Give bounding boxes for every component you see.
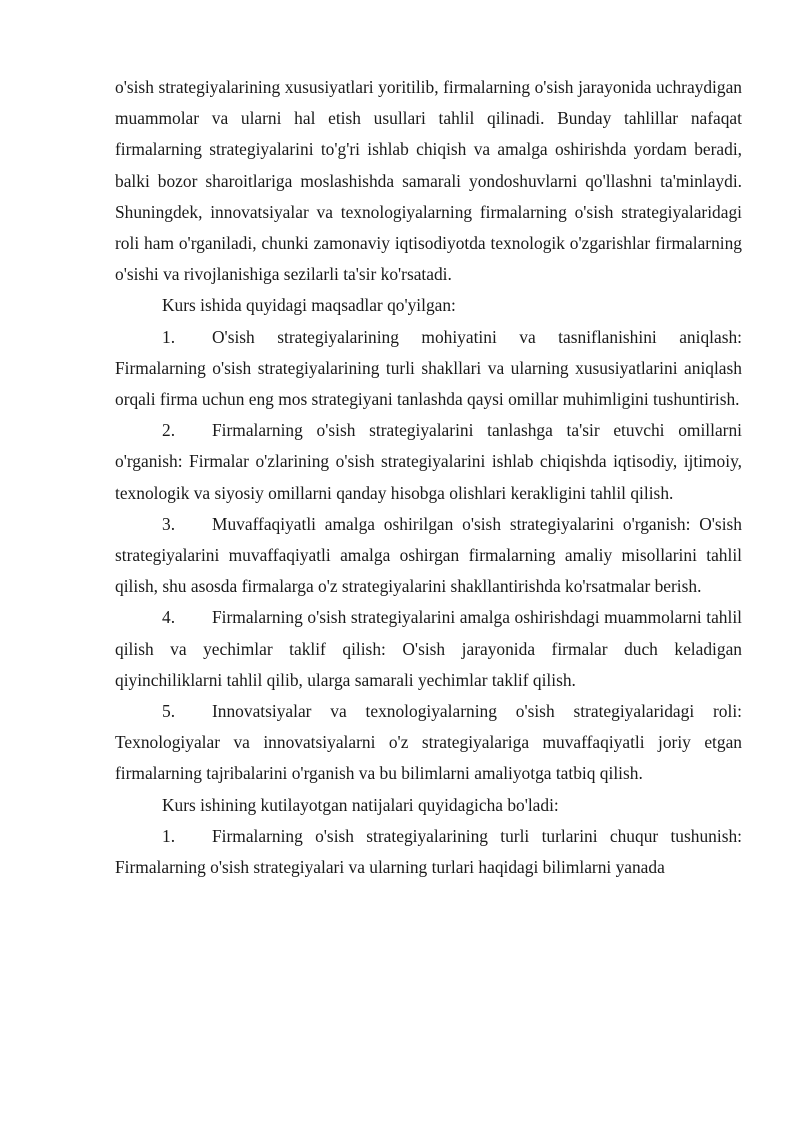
goal-item-1 [115,322,742,416]
result-text: Firmalarning o'sish strategiyalarining turli turlarini chuqur tushunish: Firmalarning o'sish strategiyalari va ularning turlari haqidagi bilimlarni yanada [115,825,742,878]
goals-list [115,322,742,790]
goal-text: Firmalarning o'sish strategiyalarini tanlashga ta'sir etuvchi omillarni o'rganish: Firmalar o'zlarining o'sish strategiyalarini ishlab chiqishda iqtisodiy, ijtimoiy, texnologik va siyosiy omillarni qanday hisobga olishlari kerakligini tahlil qilish. [115,420,742,503]
goals-heading: Kurs ishida quyidagi maqsadlar qo'yilgan: [162,295,456,316]
intro-paragraph: o'sish strategiyalarining xususiyatlari yoritilib, firmalarning o'sish jarayonida uchraydigan muammolar va ularni hal etish usullari tahlil qilinadi. Bunday tahlillar nafaqat firmalarning strategiyalarini to'g'ri ishlab chiqish va amalga oshirishda yordam beradi, balki bozor sharoitlariga moslashishda samarali yondoshuvlarni qo'llashni ta'minlaydi. Shuningdek, innovatsiyalar va texnologiyalarning firmalarning o'sish strategiyalaridagi roli ham o'rganiladi, chunki zamonaviy iqtisodiyotda texnologik o'zgarishlar firmalarning o'sishi va rivojlanishiga sezilarli ta'sir ko'rsatadi. [115,77,742,285]
goal-item-4 [115,602,742,696]
goal-item-3 [115,509,742,603]
goal-number: 5. [162,701,176,722]
goal-number: 4. [162,607,176,628]
result-item-1 [115,821,742,883]
results-list [115,821,742,883]
goal-text: Muvaffaqiyatli amalga oshirilgan o'sish strategiyalarini o'rganish: O'sish strategiyalarini muvaffaqiyatli amalga oshirgan firmalarning amaliy misollarini tahlil qilish, shu asosda firmalarga o'z strategiyalarini shakllantirishda ko'rsatmalar berish. [115,513,742,597]
goal-text: Innovatsiyalar va texnologiyalarning o'sish strategiyalaridagi roli: Texnologiyalar va innovatsiyalarni o'z strategiyalariga muvaffaqiyatli joriy etgan firmalarning tajribalarini o'rganish va bu bilimlarni amaliyotga tatbiq qilish. [115,701,742,784]
result-number: 1. [162,825,176,846]
goal-item-2 [115,415,742,509]
goal-text: O'sish strategiyalarining mohiyatini va tasniflanishini aniqlash: Firmalarning o'sish strategiyalarining turli shakllari va ularning xususiyatlarini aniqlash orqali firma uchun eng mos strategiyani tanlashda qaysi omillar muhimligini tushuntirish. [115,326,742,410]
goal-text: Firmalarning o'sish strategiyalarini amalga oshirishdagi muammolarni tahlil qilish va yechimlar taklif qilish: O'sish jarayonida firmalar duch keladigan qiyinchiliklarni tahlil qilib, ularga samarali yechimlar taklif qilish. [115,607,742,690]
goal-number: 1. [162,326,176,347]
results-heading: Kurs ishining kutilayotgan natijalari quyidagicha bo'ladi: [162,794,559,815]
goal-item-5 [115,696,742,790]
goal-number: 2. [162,420,176,441]
goal-number: 3. [162,513,176,534]
